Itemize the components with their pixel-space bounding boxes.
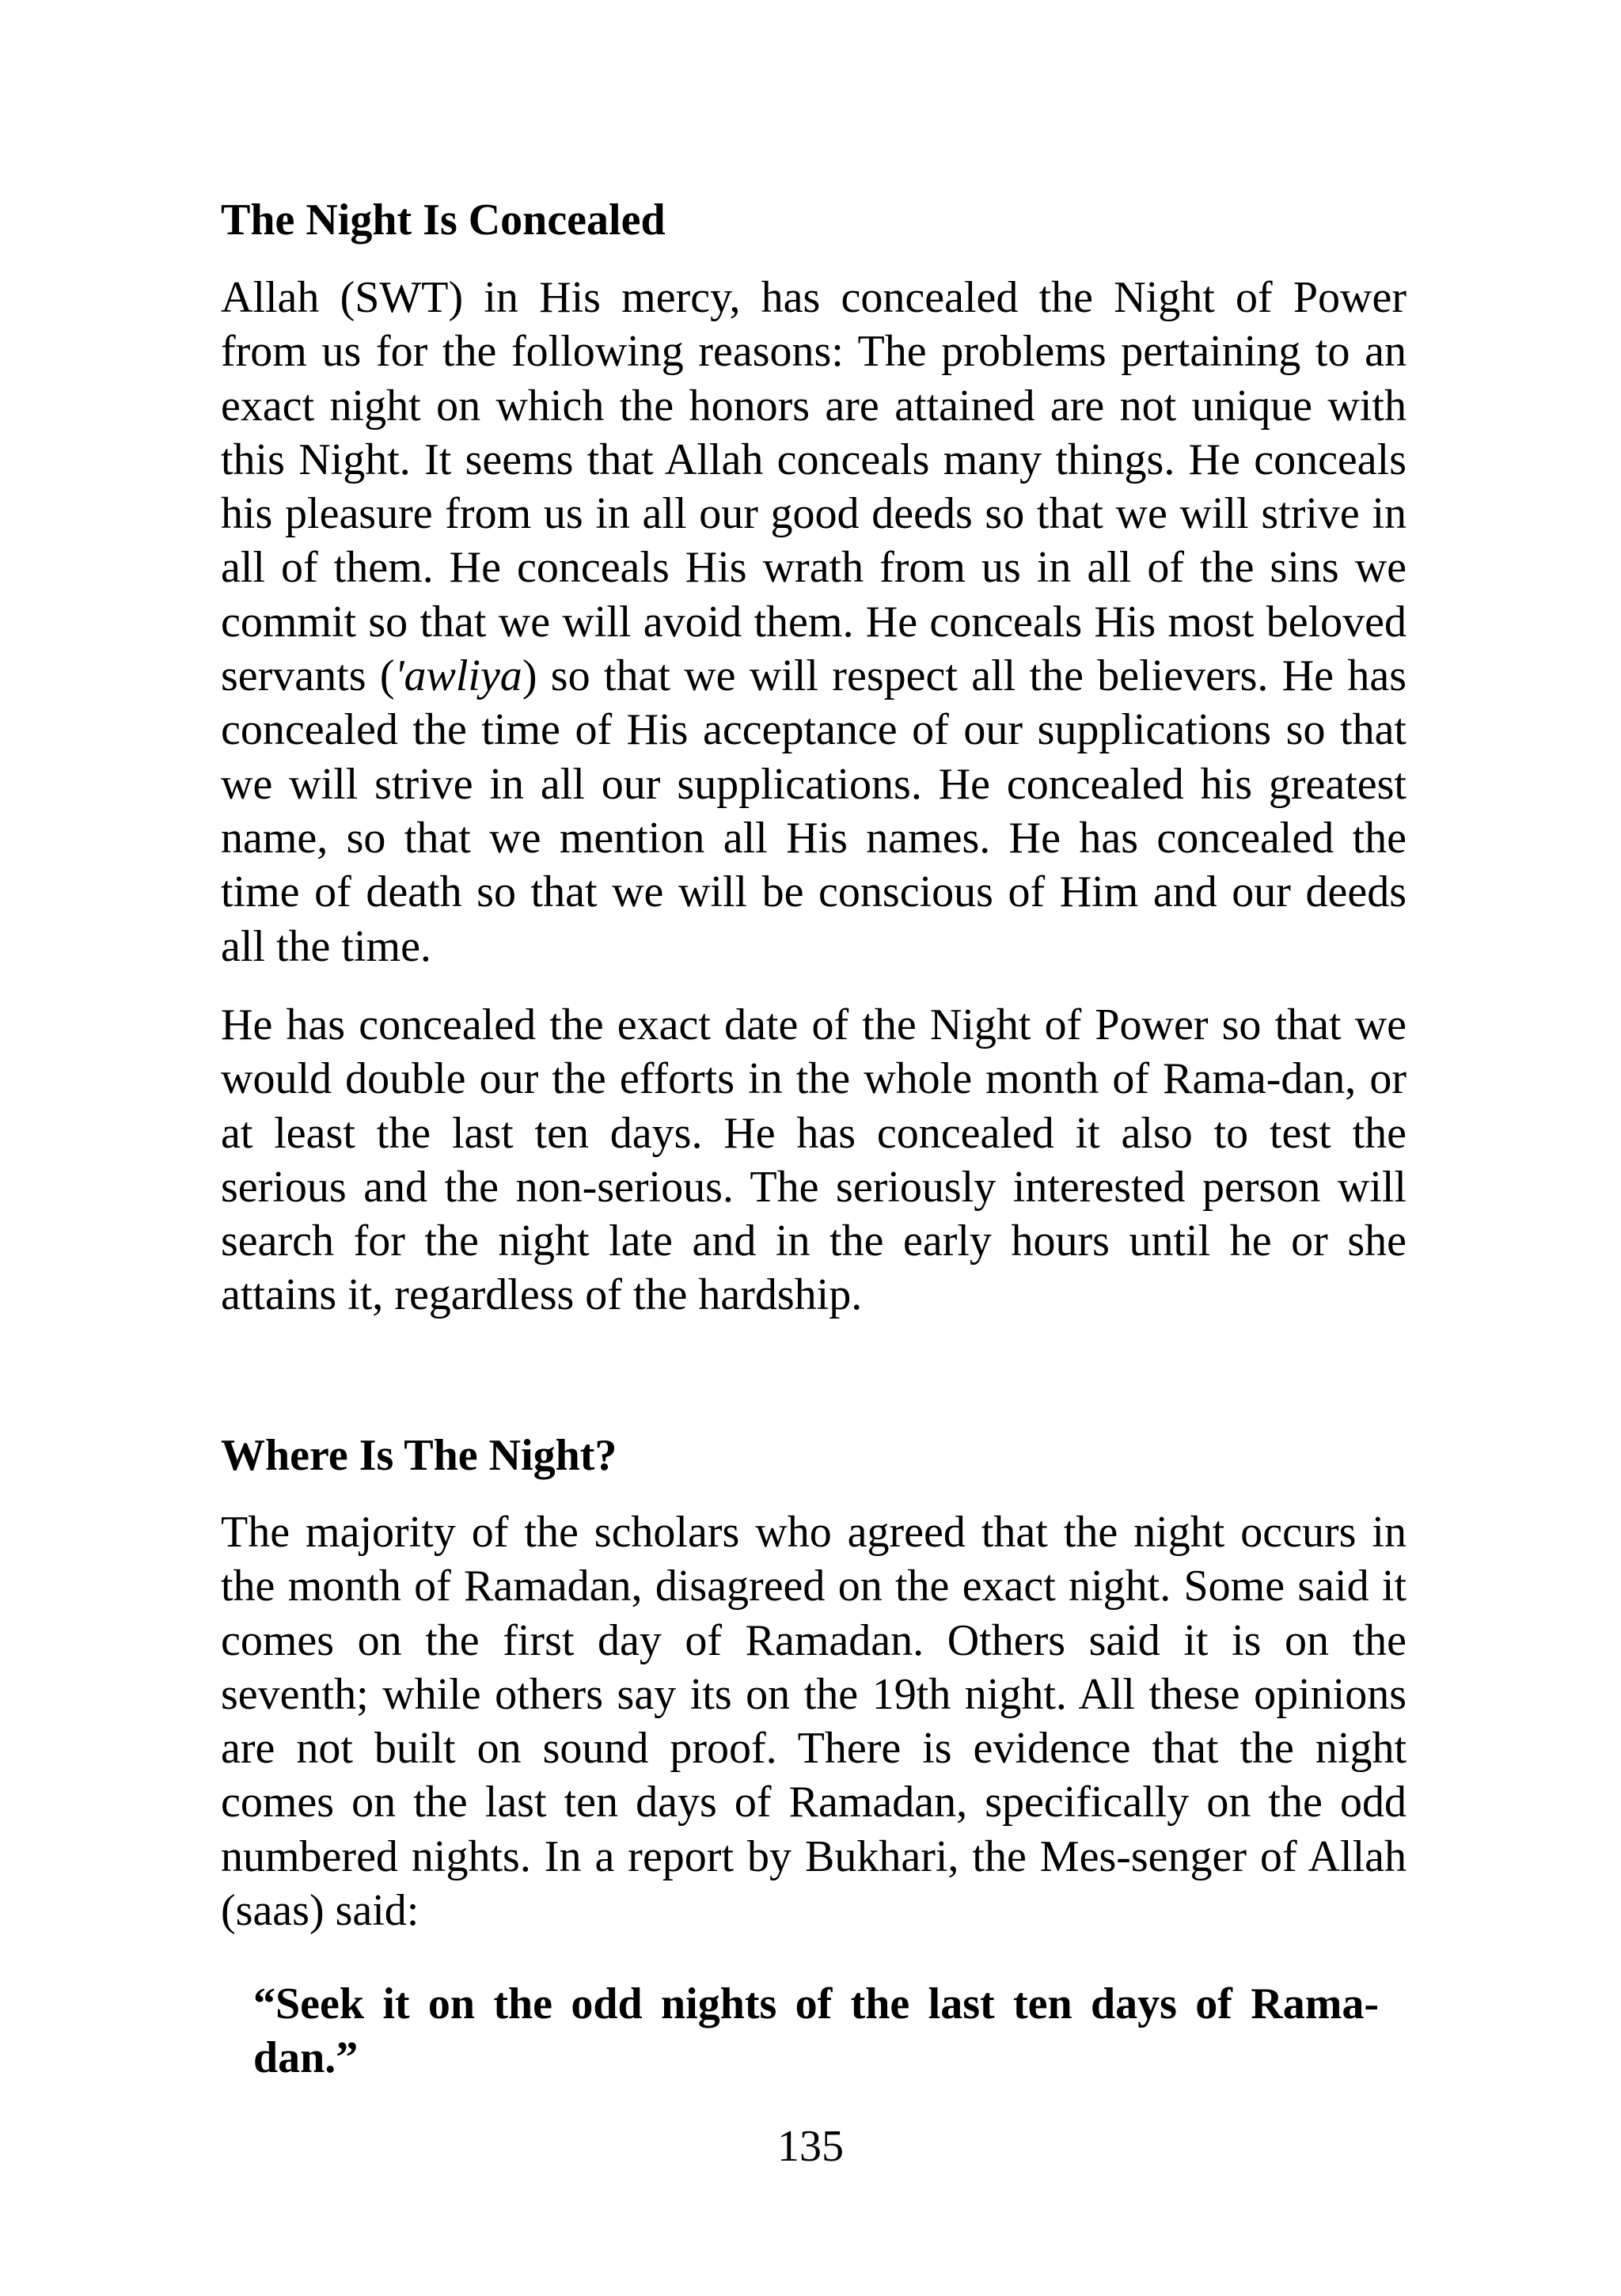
- paragraph-scholars-opinions: The majority of the scholars who agreed that the night occurs in the month of Ramadan, disagreed on the exact night. Some said it comes on the first day of Ramadan. Others said it is on the seventh; while others say its on the 19th night. All these opinions are not built on sound proof. There is evidence that the night comes on the last ten days of Ramadan, specifically on the odd numbered nights. In a report by Bukhari, the Mes-senger of Allah (saas) said:: [221, 1508, 1407, 1936]
- page-number: 135: [777, 2122, 844, 2171]
- section-heading-night-concealed: The Night Is Concealed: [221, 195, 666, 245]
- hadith-quote: “Seek it on the odd nights of the last ten days of Rama-dan.”: [253, 1979, 1379, 2082]
- paragraph-text: Allah (SWT) in His mercy, has concealed the Night of Power from us for the following reasons: The problems pertaining to an exact night on which the honors are attained are not unique with this Night. It seems that Allah conceals many things. He conceals his pleasure from us in all our good deeds so that we will strive in all of them. He conceals His wrath from us in all of the sins we commit so that we will avoid them. He conceals His most beloved servants (: [221, 273, 1407, 701]
- paragraph-night-date-concealed: He has concealed the exact date of the Night of Power so that we would double our the efforts in the whole month of Rama-dan, or at least the last ten days. He has concealed it also to test the serious and the non-serious. The seriously interested person will search for the night late and in the early hours until he or she attains it, regardless of the hardship.: [221, 1000, 1407, 1320]
- italic-term-awliya: 'awliya: [394, 651, 522, 701]
- paragraph-text: ) so that we will respect all the believers. He has concealed the time of His acceptance of our supplications so that we will strive in all our supplications. He concealed his greatest name, so that we mention all His names. He has concealed the time of death so that we will be conscious of Him and our deeds all the time.: [221, 651, 1407, 971]
- paragraph-concealment-reasons: [221, 271, 1407, 973]
- section-heading-where-is-night: Where Is The Night?: [221, 1431, 617, 1480]
